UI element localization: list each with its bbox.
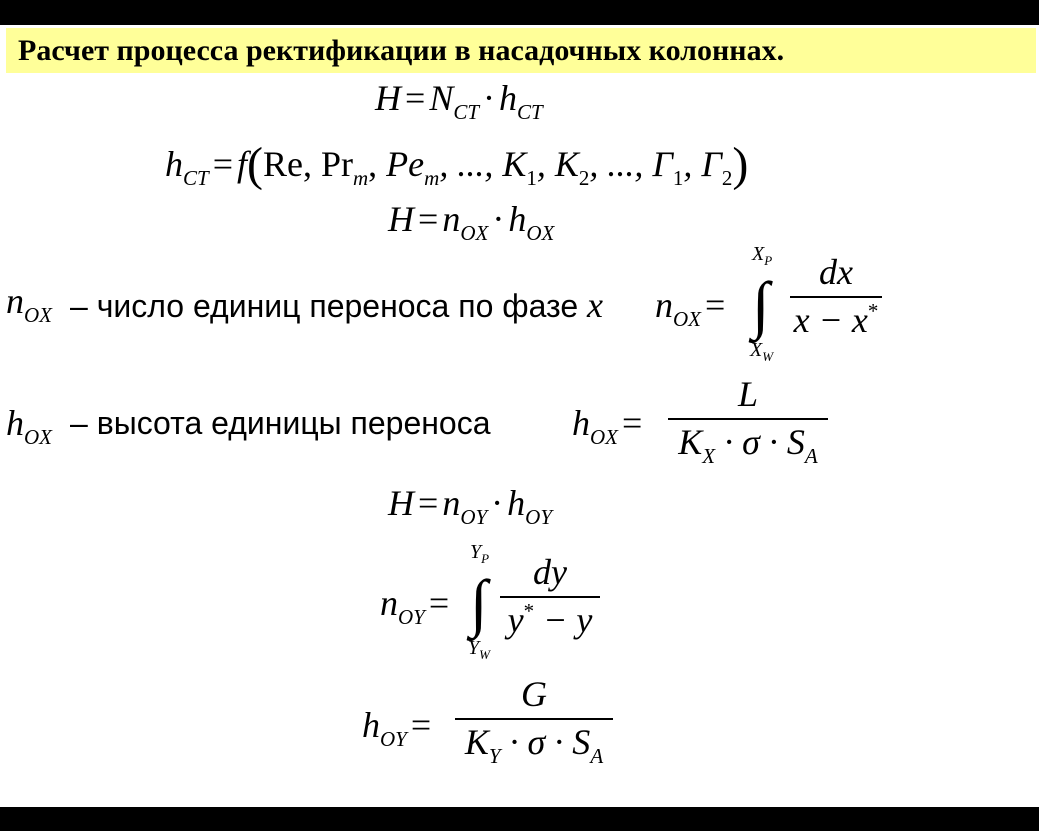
- title-bar: [6, 28, 1036, 73]
- formula-h-ox-lhs: $h_{OX}$ =: [572, 403, 643, 449]
- fraction-h-ox: L $K_X \cdot \sigma \cdot S_A$: [668, 375, 828, 462]
- integral-lower-limit-oy: $Y_W$: [468, 637, 490, 662]
- formula-n-ox-lhs: $n_{OX}$ =: [655, 285, 726, 331]
- definition-n-ox: – число единиц переноса по фазе x: [70, 285, 603, 325]
- formula-h-oy-lhs: $h_{OY}$ =: [362, 705, 432, 751]
- formula-height-oy: $H = n_{OY} \cdot h_{OY}$: [388, 483, 553, 529]
- formula-height-stages: $H = N_{CT} \cdot h_{CT}$: [375, 78, 543, 124]
- formula-height-ox: $H = n_{OX} \cdot h_{OX}$: [388, 199, 555, 245]
- fraction-h-oy: G $K_Y \cdot \sigma \cdot S_A$: [455, 675, 613, 762]
- integral-upper-limit-oy: $Y_P$: [470, 541, 490, 566]
- integral-sign: ∫: [752, 269, 770, 340]
- symbol-h-ox: $h_{OX}$: [6, 403, 52, 449]
- fraction-dy: dy y* − y: [500, 553, 600, 640]
- definition-h-ox: – высота единицы переноса: [70, 405, 491, 441]
- integral-upper-limit: $X_P$: [752, 243, 773, 268]
- fraction-dx: dx x − x*: [790, 253, 882, 340]
- symbol-n-ox: $n_{OX}$: [6, 281, 52, 327]
- formula-hct-function: $h_{CT} = f(Re$, $Pr_m$, $Pe_m$, ..., $K_1$, $K_2$, ..., $\Gamma_1$, $\Gamma_2$): [165, 138, 749, 191]
- integral-sign-oy: ∫: [470, 567, 488, 638]
- slide-title: Расчет процесса ректификации в насадочных колоннах.: [18, 34, 785, 67]
- slide: [0, 25, 1039, 807]
- integral-lower-limit: $X_W$: [750, 339, 774, 364]
- formula-n-oy-lhs: $n_{OY}$ =: [380, 583, 450, 629]
